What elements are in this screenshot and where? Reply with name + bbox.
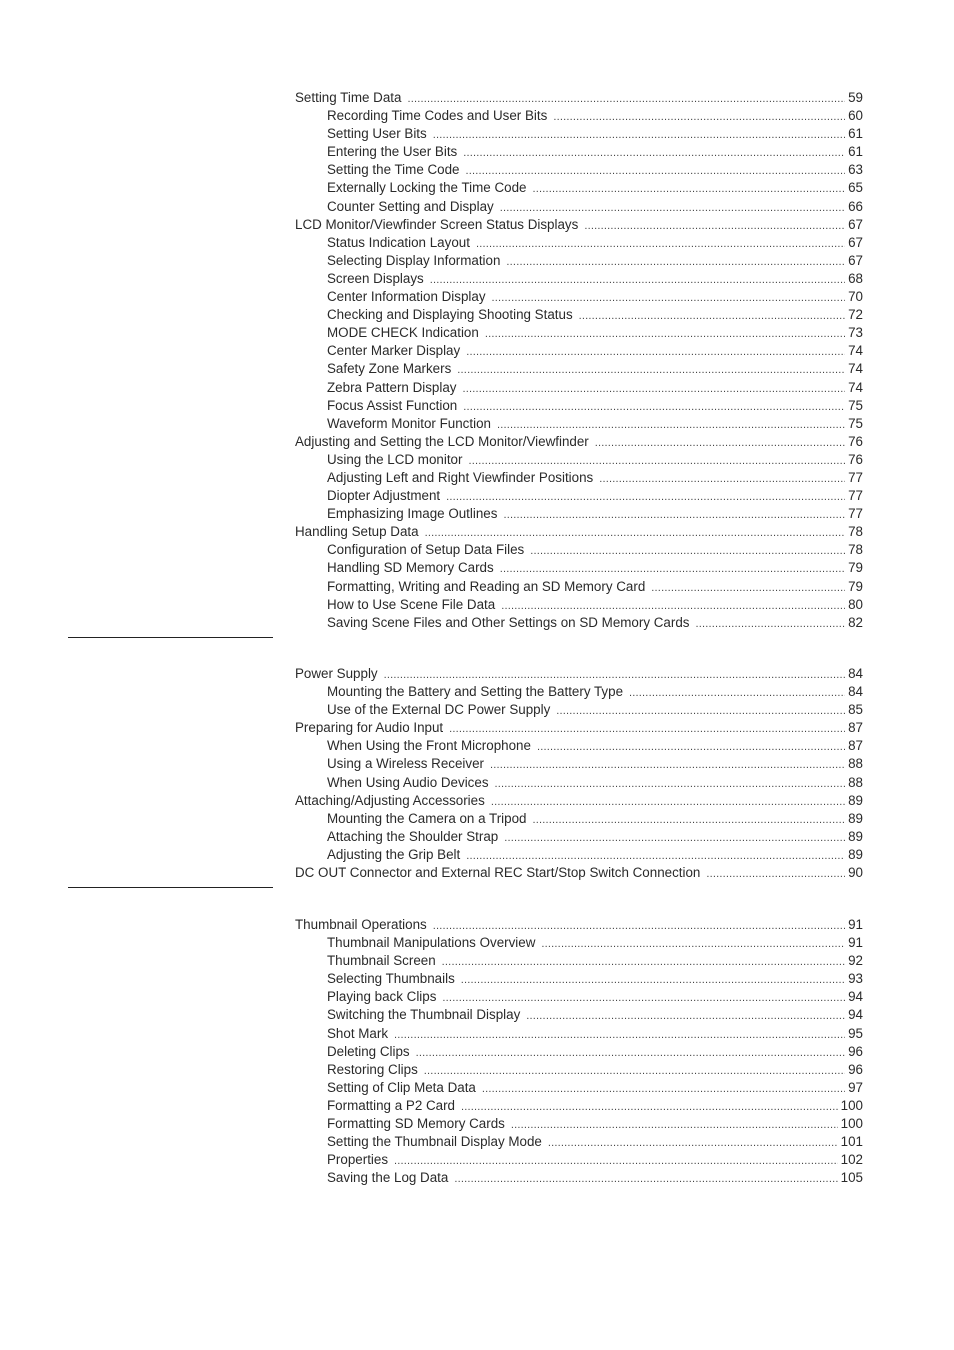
toc-subentry[interactable] (295, 198, 863, 216)
toc-page-number: 61 (848, 144, 863, 160)
dot-leader (384, 666, 845, 684)
toc-entry-title: Checking and Displaying Shooting Status (327, 307, 573, 323)
toc-page-number: 82 (848, 614, 863, 630)
toc-entry-title: When Using the Front Microphone (327, 738, 531, 754)
toc-subentry[interactable] (295, 1061, 863, 1079)
toc-heading-entry[interactable] (295, 523, 863, 541)
toc-page-number: 65 (848, 180, 863, 196)
toc-page-number: 73 (848, 325, 863, 341)
toc-page-number: 84 (848, 666, 863, 681)
dot-leader (533, 811, 846, 829)
toc-page-number: 102 (840, 1152, 863, 1168)
dot-leader (526, 1007, 845, 1025)
toc-subentry[interactable] (295, 143, 863, 161)
toc-subentry[interactable] (295, 487, 863, 505)
dot-leader (629, 684, 845, 702)
toc-subentry[interactable] (295, 846, 863, 864)
dot-leader (407, 90, 845, 108)
toc-page-number: 67 (848, 252, 863, 268)
dot-leader (466, 162, 846, 180)
dot-leader (457, 361, 845, 379)
toc-subentry[interactable] (295, 774, 863, 792)
toc-subentry[interactable] (295, 288, 863, 306)
toc-page-number: 92 (848, 953, 863, 969)
toc-page-number: 74 (848, 361, 863, 377)
dot-leader (461, 971, 845, 989)
dot-leader (530, 542, 845, 560)
dot-leader (501, 597, 845, 615)
toc-entry-title: Handling Setup Data (295, 524, 419, 540)
dot-leader (468, 452, 845, 470)
toc-entry-title: Focus Assist Function (327, 397, 458, 413)
toc-entry-title: Diopter Adjustment (327, 488, 441, 504)
toc-page-number: 79 (848, 560, 863, 576)
toc-subentry[interactable] (295, 1097, 863, 1115)
toc-page-number: 76 (848, 451, 863, 467)
toc-subentry[interactable] (295, 1169, 863, 1187)
toc-heading-entry[interactable] (295, 792, 863, 810)
dot-leader (485, 325, 845, 343)
toc-section-preparation (295, 665, 863, 882)
toc-page-number: 67 (848, 216, 863, 232)
toc-entry-title: Attaching/Adjusting Accessories (295, 792, 485, 808)
toc-subentry[interactable] (295, 397, 863, 415)
toc-entry-title: Selecting Thumbnails (327, 971, 455, 987)
toc-subentry[interactable] (295, 270, 863, 288)
dot-leader (595, 434, 845, 452)
dot-leader (449, 720, 845, 738)
toc-subentry[interactable] (295, 614, 863, 632)
toc-entry-title: Center Marker Display (327, 343, 461, 359)
dot-leader (430, 271, 845, 289)
toc-entry-title: Counter Setting and Display (327, 198, 494, 214)
toc-entry-title: Externally Locking the Time Code (327, 180, 527, 196)
dot-leader (446, 488, 845, 506)
toc-subentry[interactable] (295, 988, 863, 1006)
toc-entry-title: Setting Time Data (295, 90, 402, 105)
dot-leader (537, 738, 845, 756)
dot-leader (476, 235, 845, 253)
toc-entry-title: Adjusting Left and Right Viewfinder Positions (327, 469, 594, 485)
toc-page-number: 89 (848, 846, 863, 862)
dot-leader (651, 579, 845, 597)
toc-page-number: 105 (840, 1170, 863, 1186)
toc-subentry[interactable] (295, 379, 863, 397)
toc-subentry[interactable] (295, 161, 863, 179)
dot-leader (463, 144, 845, 162)
toc-entry-title: Thumbnail Screen (327, 953, 436, 969)
toc-entry-title: Mounting the Battery and Setting the Battery Type (327, 684, 624, 700)
toc-subentry[interactable] (295, 1151, 863, 1169)
toc-page-number: 89 (848, 828, 863, 844)
toc-entry-title: Preparing for Audio Input (295, 720, 444, 736)
toc-subentry[interactable] (295, 1115, 863, 1133)
dot-leader (394, 1026, 845, 1044)
toc-subentry[interactable] (295, 737, 863, 755)
toc-entry-title: Properties (327, 1152, 389, 1168)
dot-leader (492, 289, 846, 307)
toc-page-number: 85 (848, 702, 863, 718)
dot-leader (491, 793, 845, 811)
toc-heading-entry[interactable] (295, 864, 863, 882)
toc-entry-title: Formatting, Writing and Reading an SD Memory Card (327, 578, 646, 594)
toc-entry-title: Using a Wireless Receiver (327, 756, 485, 772)
toc-subentry[interactable] (295, 1006, 863, 1024)
toc-entry-title: LCD Monitor/Viewfinder Screen Status Displays (295, 216, 579, 232)
toc-subentry[interactable] (295, 125, 863, 143)
toc-entry-title: Thumbnail Manipulations Overview (327, 935, 536, 951)
toc-subentry[interactable] (295, 342, 863, 360)
dot-leader (579, 307, 845, 325)
toc-page-number: 96 (848, 1043, 863, 1059)
toc-subentry[interactable] (295, 952, 863, 970)
toc-subentry[interactable] (295, 179, 863, 197)
toc-page-number: 78 (848, 542, 863, 558)
dot-leader (500, 199, 845, 217)
toc-page-number: 87 (848, 720, 863, 736)
toc-subentry[interactable] (295, 828, 863, 846)
toc-entry-title: Setting User Bits (327, 126, 427, 142)
toc-entry-title: Using the LCD monitor (327, 451, 463, 467)
toc-entry-title: Safety Zone Markers (327, 361, 452, 377)
dot-leader (506, 253, 845, 271)
toc-entry-title: When Using Audio Devices (327, 774, 489, 790)
toc-subentry[interactable] (295, 1133, 863, 1151)
toc-page-number: 76 (848, 433, 863, 449)
toc-page-number: 68 (848, 270, 863, 286)
toc-entry-title: Recording Time Codes and User Bits (327, 108, 548, 124)
toc-page-number: 67 (848, 234, 863, 250)
toc-entry-title: Screen Displays (327, 270, 424, 286)
toc-subentry[interactable] (295, 360, 863, 378)
toc-page-number: 77 (848, 488, 863, 504)
toc-page-number: 74 (848, 343, 863, 359)
section-divider (68, 637, 273, 638)
toc-entry-title: Status Indication Layout (327, 234, 470, 250)
toc-heading-entry[interactable] (295, 433, 863, 451)
section-divider (68, 887, 273, 888)
toc-page-number: 80 (848, 596, 863, 612)
toc-subentry[interactable] (295, 541, 863, 559)
toc-entry-title: Deleting Clips (327, 1043, 410, 1059)
toc-entry-title: Entering the User Bits (327, 144, 458, 160)
toc-page-number: 100 (840, 1116, 863, 1132)
toc-subentry[interactable] (295, 755, 863, 773)
dot-leader (706, 865, 845, 883)
toc-page-number: 95 (848, 1025, 863, 1041)
toc-entry-title: Handling SD Memory Cards (327, 560, 494, 576)
toc-entry-title: DC OUT Connector and External REC Start/Stop Switch Connection (295, 865, 701, 881)
toc-entry-title: How to Use Scene File Data (327, 596, 496, 612)
toc-page-number: 101 (840, 1134, 863, 1150)
toc-entry-title: Center Information Display (327, 289, 486, 305)
toc-subentry[interactable] (295, 578, 863, 596)
toc-page-number: 84 (848, 684, 863, 700)
toc-page-number: 70 (848, 289, 863, 305)
dot-leader (495, 775, 846, 793)
toc-entry-title: Shot Mark (327, 1025, 389, 1041)
dot-leader (394, 1152, 838, 1170)
toc-subentry[interactable] (295, 683, 863, 701)
dot-leader (466, 847, 845, 865)
toc-subentry[interactable] (295, 1043, 863, 1061)
toc-entry-title: Adjusting the Grip Belt (327, 846, 461, 862)
dot-leader (503, 506, 845, 524)
toc-page-number: 88 (848, 756, 863, 772)
dot-leader (500, 560, 845, 578)
toc-subentry[interactable] (295, 451, 863, 469)
dot-leader (490, 756, 845, 774)
toc-heading-entry[interactable] (295, 916, 863, 934)
dot-leader (442, 953, 845, 971)
toc-page-number: 77 (848, 506, 863, 522)
toc-entry-title: Setting the Time Code (327, 162, 460, 178)
toc-entry-title: Mounting the Camera on a Tripod (327, 810, 527, 826)
dot-leader (463, 380, 846, 398)
dot-leader (553, 108, 845, 126)
toc-page-number: 63 (848, 162, 863, 178)
toc-page-number: 96 (848, 1061, 863, 1077)
toc-page-number: 74 (848, 379, 863, 395)
toc-page-number: 77 (848, 469, 863, 485)
toc-page-number: 88 (848, 774, 863, 790)
toc-page-number: 75 (848, 397, 863, 413)
toc-entry-title: Power Supply (295, 666, 378, 681)
dot-leader (548, 1134, 838, 1152)
toc-page-number: 66 (848, 198, 863, 214)
dot-leader (454, 1170, 837, 1188)
toc-heading-entry[interactable] (295, 216, 863, 234)
toc-subentry[interactable] (295, 701, 863, 719)
dot-leader (497, 416, 845, 434)
dot-leader (433, 917, 845, 935)
dot-leader (584, 217, 845, 235)
toc-section-thumbnails (295, 916, 863, 1187)
dot-leader (433, 126, 845, 144)
toc-entry-title: Setting of Clip Meta Data (327, 1079, 476, 1095)
dot-leader (466, 343, 845, 361)
toc-subentry[interactable] (295, 415, 863, 433)
toc-entry-title: Switching the Thumbnail Display (327, 1007, 521, 1023)
toc-page-number: 90 (848, 865, 863, 881)
toc-page-number: 79 (848, 578, 863, 594)
toc-page-number: 89 (848, 810, 863, 826)
toc-page-number: 72 (848, 307, 863, 323)
toc-subentry[interactable] (295, 469, 863, 487)
dot-leader (504, 829, 845, 847)
toc-entry-title: Formatting a P2 Card (327, 1097, 456, 1113)
toc-page-number: 94 (848, 989, 863, 1005)
toc-subentry[interactable] (295, 107, 863, 125)
toc-heading-entry[interactable] (295, 89, 863, 107)
toc-page-number: 78 (848, 524, 863, 540)
toc-entry-title: Thumbnail Operations (295, 917, 427, 932)
toc-entry-title: Waveform Monitor Function (327, 415, 491, 431)
toc-entry-title: Emphasizing Image Outlines (327, 506, 498, 522)
toc-subentry[interactable] (295, 810, 863, 828)
dot-leader (532, 180, 845, 198)
toc-page-number: 94 (848, 1007, 863, 1023)
dot-leader (482, 1080, 845, 1098)
toc-entry-title: Zebra Pattern Display (327, 379, 457, 395)
dot-leader (424, 1062, 845, 1080)
toc-entry-title: Selecting Display Information (327, 252, 501, 268)
toc-page-number: 59 (848, 90, 863, 105)
toc-entry-title: Restoring Clips (327, 1061, 418, 1077)
toc-page-number: 75 (848, 415, 863, 431)
toc-subentry[interactable] (295, 559, 863, 577)
toc-entry-title: Adjusting and Setting the LCD Monitor/Viewfinder (295, 433, 589, 449)
toc-subentry[interactable] (295, 324, 863, 342)
toc-entry-title: Use of the External DC Power Supply (327, 702, 551, 718)
toc-subentry[interactable] (295, 234, 863, 252)
toc-subentry[interactable] (295, 934, 863, 952)
toc-entry-title: Attaching the Shoulder Strap (327, 828, 499, 844)
toc-subentry[interactable] (295, 970, 863, 988)
toc-page-number: 93 (848, 971, 863, 987)
toc-heading-entry[interactable] (295, 719, 863, 737)
toc-entry-title: Saving the Log Data (327, 1170, 449, 1186)
toc-page-number: 100 (840, 1097, 863, 1113)
toc-page-number: 97 (848, 1079, 863, 1095)
dot-leader (442, 989, 845, 1007)
dot-leader (541, 935, 845, 953)
toc-page-number: 61 (848, 126, 863, 142)
dot-leader (511, 1116, 838, 1134)
toc-subentry[interactable] (295, 505, 863, 523)
toc-page-number: 89 (848, 792, 863, 808)
toc-entry-title: Playing back Clips (327, 989, 437, 1005)
toc-subentry[interactable] (295, 596, 863, 614)
dot-leader (463, 398, 845, 416)
toc-subentry[interactable] (295, 1025, 863, 1043)
dot-leader (556, 702, 845, 720)
toc-entry-title: Configuration of Setup Data Files (327, 542, 525, 558)
toc-heading-entry[interactable] (295, 665, 863, 683)
dot-leader (425, 524, 846, 542)
toc-subentry[interactable] (295, 252, 863, 270)
toc-section-time-data-displays (295, 89, 863, 632)
toc-entry-title: MODE CHECK Indication (327, 325, 479, 341)
toc-subentry[interactable] (295, 1079, 863, 1097)
dot-leader (416, 1044, 845, 1062)
dot-leader (695, 615, 845, 633)
toc-entry-title: Setting the Thumbnail Display Mode (327, 1134, 542, 1150)
toc-page-number: 91 (848, 935, 863, 951)
toc-entry-title: Formatting SD Memory Cards (327, 1116, 505, 1132)
dot-leader (461, 1098, 838, 1116)
toc-subentry[interactable] (295, 306, 863, 324)
dot-leader (599, 470, 845, 488)
toc-page-number: 87 (848, 738, 863, 754)
toc-page-number: 91 (848, 917, 863, 932)
toc-entry-title: Saving Scene Files and Other Settings on SD Memory Cards (327, 614, 690, 630)
toc-page-number: 60 (848, 108, 863, 124)
